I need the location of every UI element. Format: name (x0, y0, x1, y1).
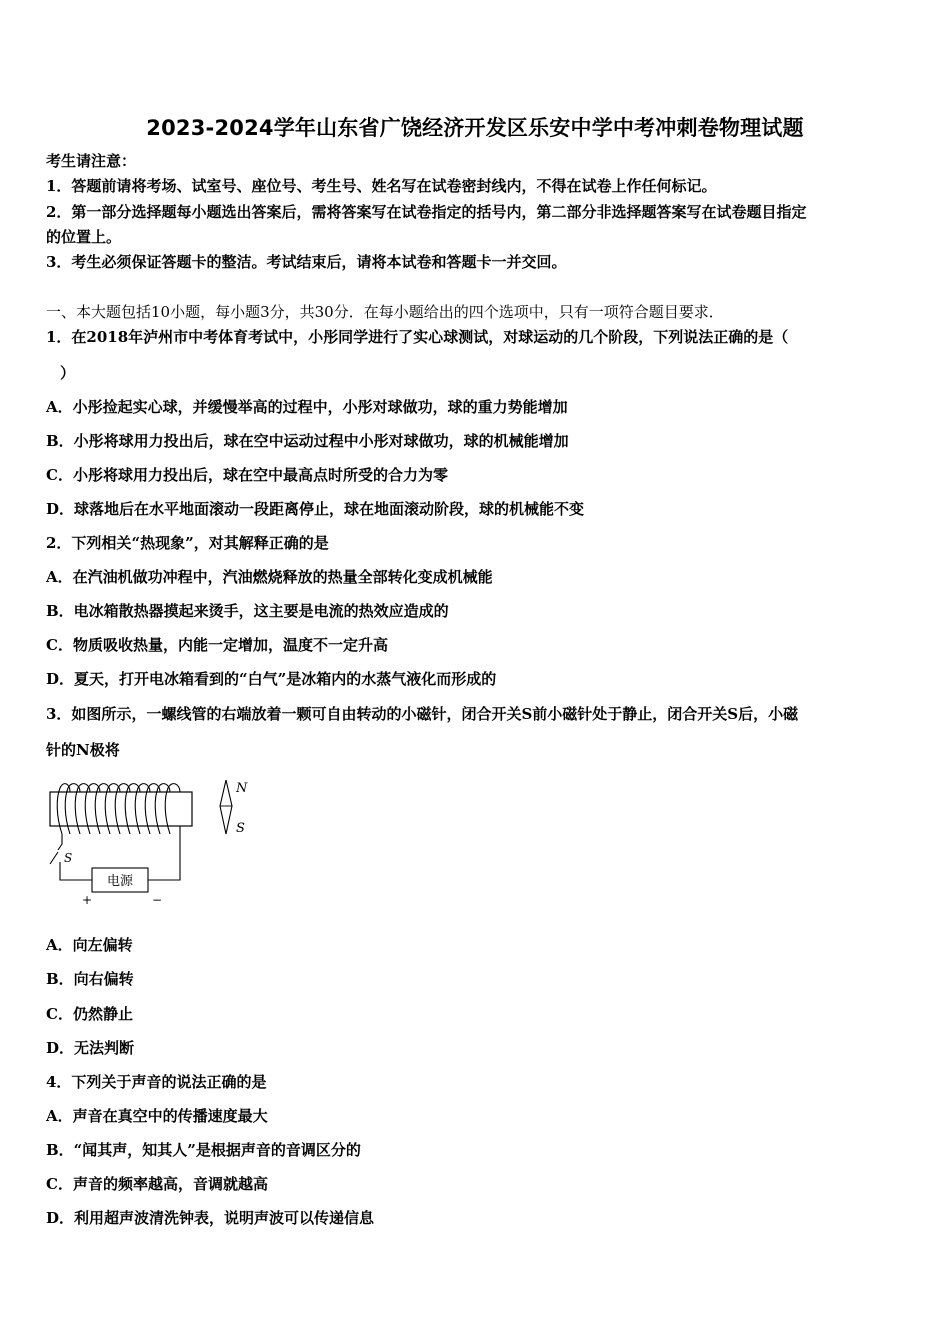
question-3-option-b: B．向右偏转 (46, 970, 134, 988)
power-label: 电源 (106, 874, 134, 889)
notice-item-2: 2．第一部分选择题每小题选出答案后，需将答案写在试卷指定的括号内，第二部分非选择题答案写在试卷题目指定 (46, 203, 807, 221)
switch-label: S (64, 851, 73, 865)
question-3-option-a: A．向左偏转 (46, 936, 133, 954)
question-2-option-a: A．在汽油机做功冲程中，汽油燃烧释放的热量全部转化变成机械能 (46, 568, 493, 586)
compass-needle (220, 780, 232, 834)
notice-item-1: 1．答题前请将考场、试室号、座位号、考生号、姓名写在试卷密封线内，不得在试卷上作任何标记。 (46, 177, 717, 195)
question-4-option-a: A．声音在真空中的传播速度最大 (46, 1107, 268, 1125)
south-label: S (236, 821, 245, 836)
question-2-option-b: B．电冰箱散热器摸起来烫手，这主要是电流的热效应造成的 (46, 602, 449, 620)
notice-item-2-cont: 的位置上。 (46, 228, 122, 246)
question-2-option-d: D．夏天，打开电冰箱看到的“白气”是冰箱内的水蒸气液化而形成的 (46, 670, 497, 688)
section-heading: 一、本大题包括10小题，每小题3分，共30分．在每小题给出的四个选项中，只有一项符合题目要求． (46, 303, 724, 321)
question-3-stem-cont: 针的N极将 (46, 741, 120, 759)
question-1-option-b: B．小彤将球用力投出后，球在空中运动过程中小彤对球做功，球的机械能增加 (46, 432, 569, 450)
plus-sign: + (82, 893, 93, 907)
question-1-stem: 1．在2018年泸州市中考体育考试中，小彤同学进行了实心球测试，对球运动的几个阶段，下列说法正确的是（ (46, 328, 789, 346)
north-label: N (236, 781, 248, 796)
question-4-option-c: C．声音的频率越高，音调就越高 (46, 1175, 268, 1193)
question-1-option-d: D．球落地后在水平地面滚动一段距离停止，球在地面滚动阶段，球的机械能不变 (46, 500, 585, 518)
question-1-option-c: C．小彤将球用力投出后，球在空中最高点时所受的合力为零 (46, 466, 448, 484)
question-2-option-c: C．物质吸收热量，内能一定增加，温度不一定升高 (46, 636, 388, 654)
notice-heading: 考生请注意： (46, 152, 137, 170)
question-1-stem-end: ） (60, 364, 76, 382)
question-3-option-d: D．无法判断 (46, 1039, 135, 1057)
question-3-stem: 3．如图所示，一螺线管的右端放着一颗可自由转动的小磁针，闭合开关S前小磁针处于静止，闭合开关S后，小磁 (46, 705, 799, 723)
question-3-option-c: C．仍然静止 (46, 1005, 133, 1023)
question-1-option-a: A．小彤捡起实心球，并缓慢举高的过程中，小彤对球做功，球的重力势能增加 (46, 398, 568, 416)
solenoid-tube (50, 792, 192, 826)
page-title: 2023-2024学年山东省广饶经济开发区乐安中学中考冲刺卷物理试题 (146, 116, 804, 140)
minus-sign: − (152, 893, 163, 907)
notice-item-3: 3．考生必须保证答题卡的整洁。考试结束后，请将本试卷和答题卡一并交回。 (46, 253, 567, 271)
solenoid-circuit-figure (40, 776, 270, 910)
question-2-stem: 2．下列相关“热现象”，对其解释正确的是 (46, 534, 329, 552)
question-4-option-b: B．“闻其声，知其人”是根据声音的音调区分的 (46, 1141, 361, 1159)
question-4-stem: 4．下列关于声音的说法正确的是 (46, 1073, 267, 1091)
switch-lever (50, 852, 58, 864)
question-4-option-d: D．利用超声波清洗钟表，说明声波可以传递信息 (46, 1209, 375, 1227)
